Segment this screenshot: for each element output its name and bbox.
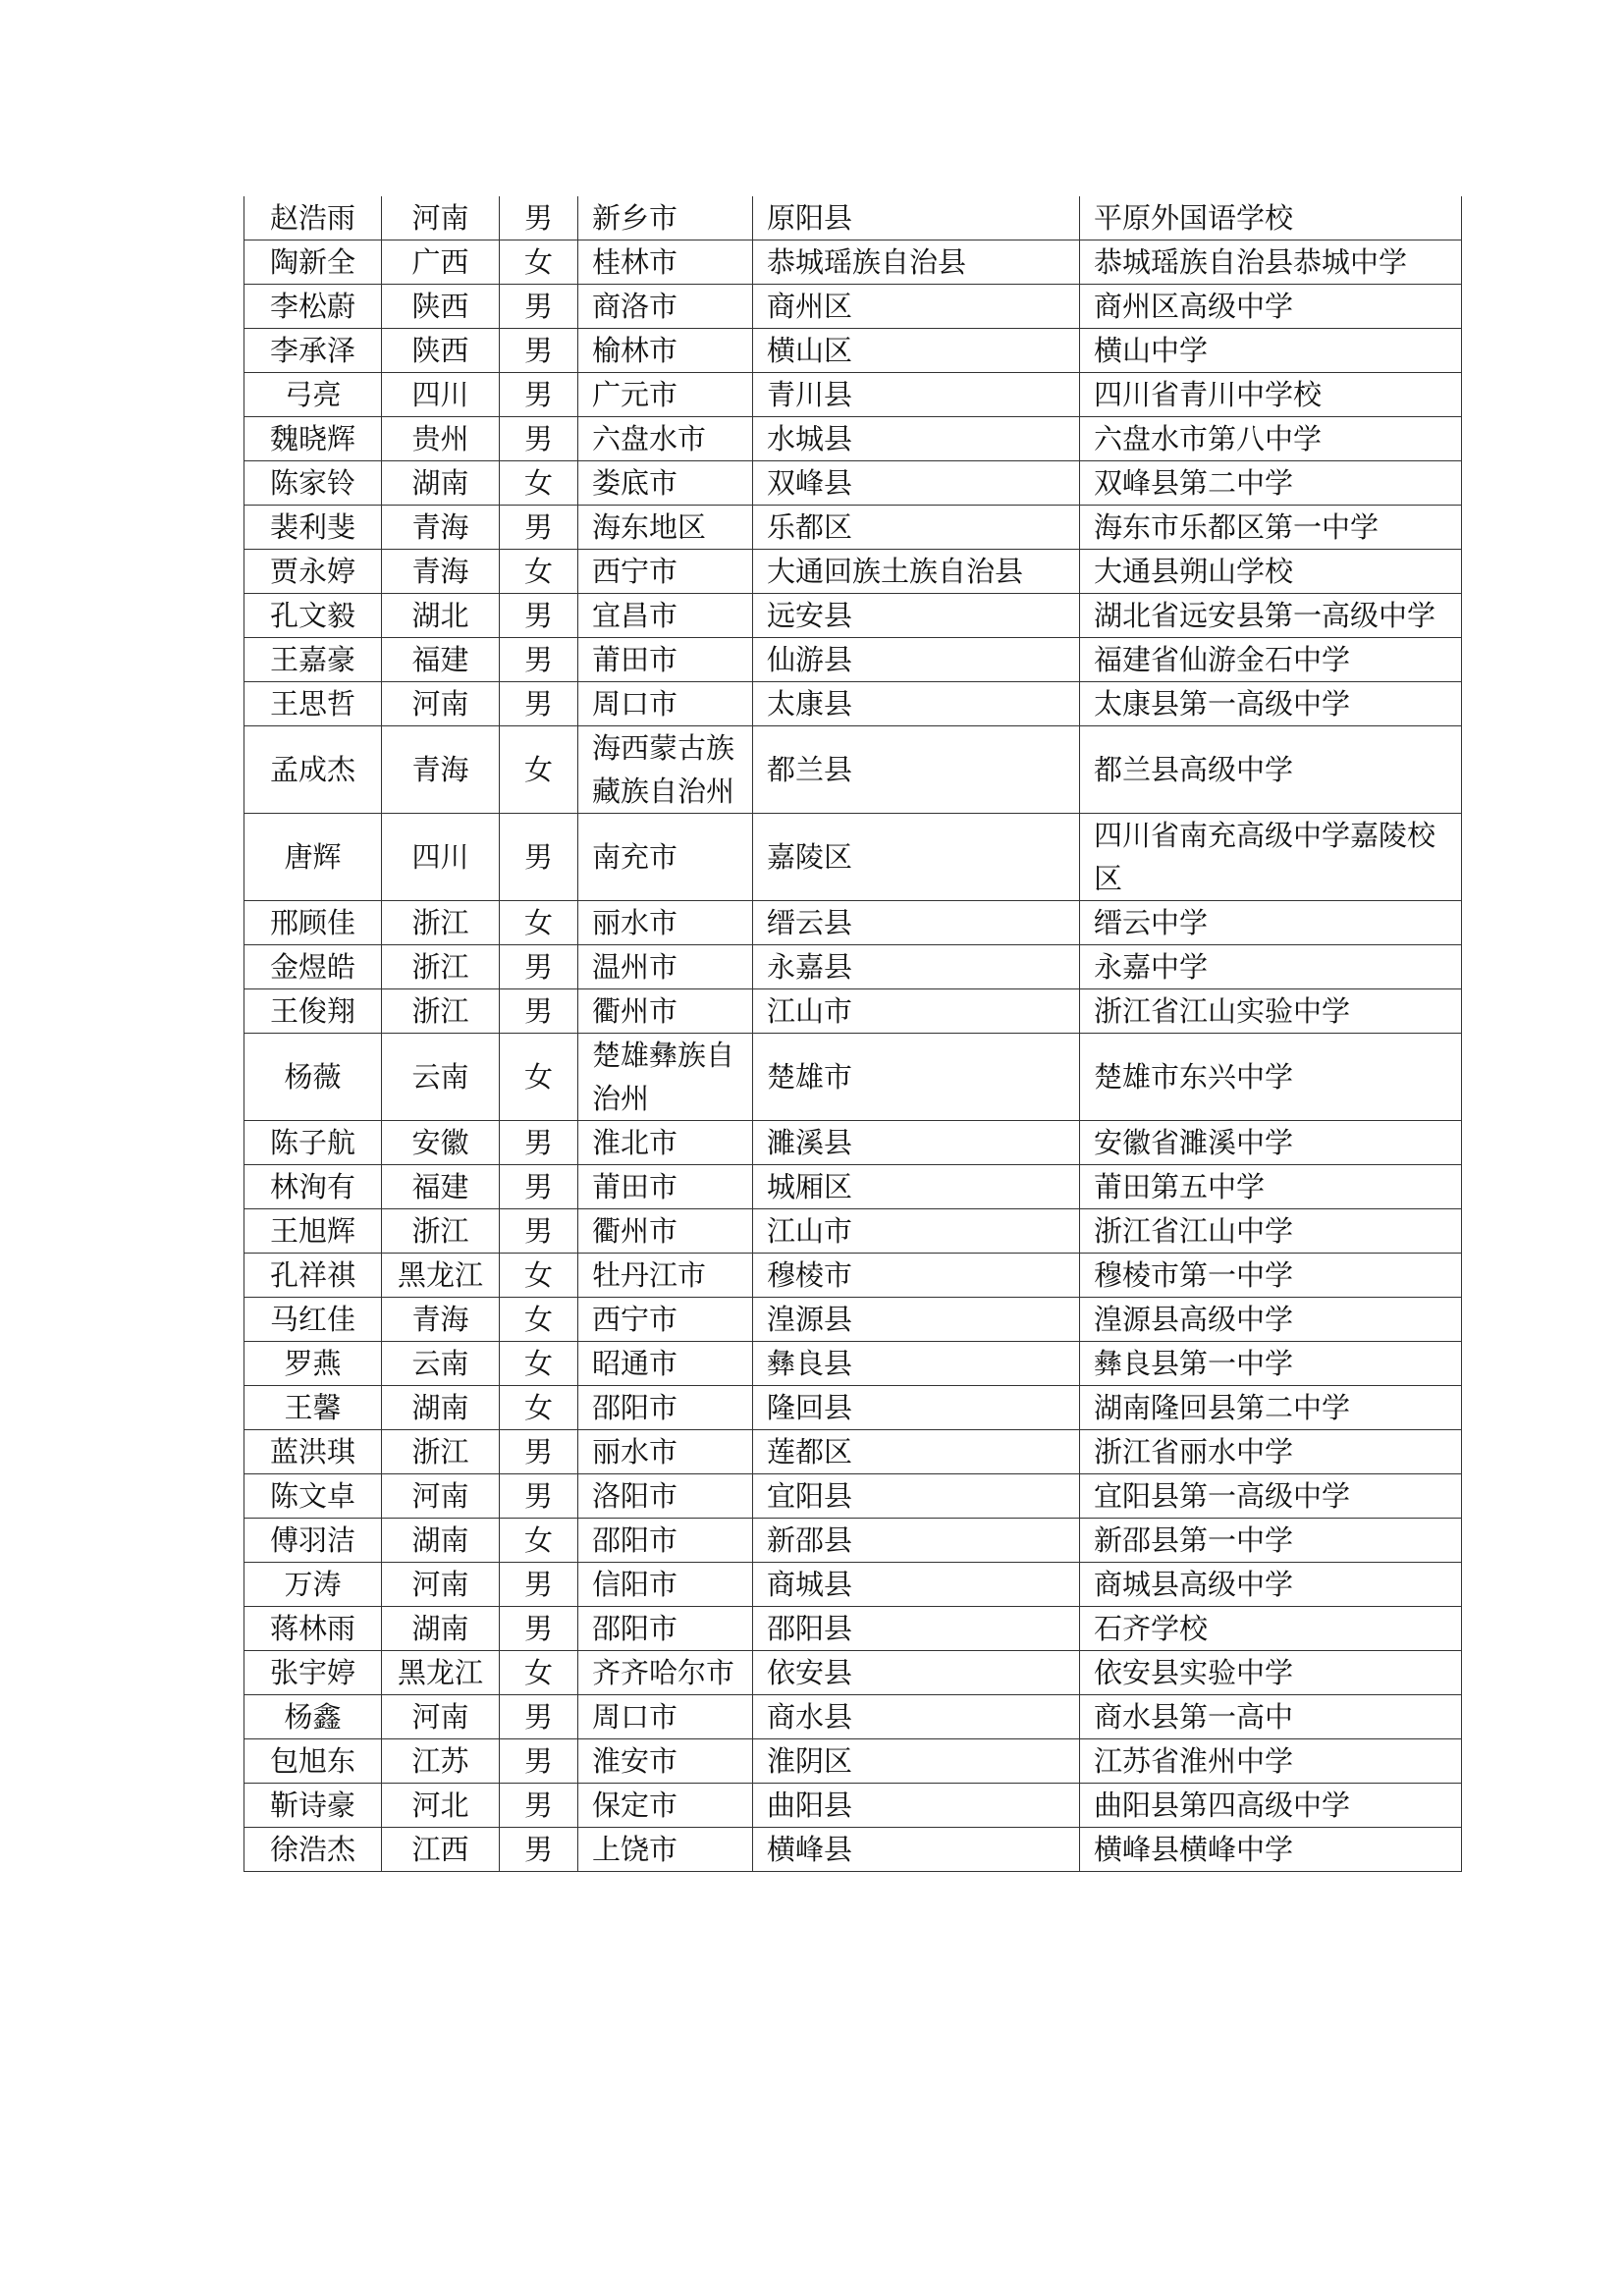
city-cell: 莆田市: [578, 1165, 753, 1209]
province-cell: 青海: [382, 726, 500, 814]
county-cell: 仙游县: [753, 638, 1080, 682]
table-row: [244, 594, 1462, 638]
gender-cell: 男: [500, 1121, 578, 1165]
school-cell: 福建省仙游金石中学: [1080, 638, 1462, 682]
gender-cell: 女: [500, 1386, 578, 1430]
gender-cell: 男: [500, 989, 578, 1034]
student-name-cell: 孔祥祺: [244, 1254, 382, 1298]
school-cell: 商州区高级中学: [1080, 285, 1462, 329]
county-cell: 商水县: [753, 1695, 1080, 1739]
table-row: [244, 638, 1462, 682]
gender-cell: 女: [500, 240, 578, 285]
school-cell: 双峰县第二中学: [1080, 461, 1462, 506]
county-cell: 水城县: [753, 417, 1080, 461]
city-cell: 桂林市: [578, 240, 753, 285]
school-cell: 商水县第一高中: [1080, 1695, 1462, 1739]
student-name-cell: 王馨: [244, 1386, 382, 1430]
county-cell: 湟源县: [753, 1298, 1080, 1342]
table-row: [244, 1034, 1462, 1121]
city-cell: 信阳市: [578, 1563, 753, 1607]
student-name-cell: 杨鑫: [244, 1695, 382, 1739]
student-name-cell: 陶新全: [244, 240, 382, 285]
county-cell: 邵阳县: [753, 1607, 1080, 1651]
county-cell: 乐都区: [753, 506, 1080, 550]
county-cell: 永嘉县: [753, 945, 1080, 989]
city-cell: 上饶市: [578, 1828, 753, 1872]
student-name-cell: 金煜皓: [244, 945, 382, 989]
student-name-cell: 孔文毅: [244, 594, 382, 638]
province-cell: 河北: [382, 1784, 500, 1828]
student-name-cell: 陈子航: [244, 1121, 382, 1165]
student-name-cell: 杨薇: [244, 1034, 382, 1121]
student-name-cell: 邢顾佳: [244, 901, 382, 945]
county-cell: 依安县: [753, 1651, 1080, 1695]
gender-cell: 女: [500, 1519, 578, 1563]
province-cell: 湖北: [382, 594, 500, 638]
student-name-cell: 陈文卓: [244, 1474, 382, 1519]
table-row: [244, 1519, 1462, 1563]
table-row: [244, 1209, 1462, 1254]
school-cell: 缙云中学: [1080, 901, 1462, 945]
gender-cell: 男: [500, 682, 578, 726]
county-cell: 大通回族土族自治县: [753, 550, 1080, 594]
province-cell: 青海: [382, 506, 500, 550]
province-cell: 四川: [382, 814, 500, 901]
county-cell: 曲阳县: [753, 1784, 1080, 1828]
table-row: [244, 550, 1462, 594]
student-name-cell: 李承泽: [244, 329, 382, 373]
county-cell: 宜阳县: [753, 1474, 1080, 1519]
province-cell: 河南: [382, 1695, 500, 1739]
school-cell: 新邵县第一中学: [1080, 1519, 1462, 1563]
school-cell: 湖北省远安县第一高级中学: [1080, 594, 1462, 638]
student-name-cell: 孟成杰: [244, 726, 382, 814]
county-cell: 缙云县: [753, 901, 1080, 945]
province-cell: 河南: [382, 682, 500, 726]
county-cell: 横峰县: [753, 1828, 1080, 1872]
city-cell: 西宁市: [578, 550, 753, 594]
roster-body: [244, 196, 1462, 1872]
city-cell: 莆田市: [578, 638, 753, 682]
city-cell: 齐齐哈尔市: [578, 1651, 753, 1695]
school-cell: 商城县高级中学: [1080, 1563, 1462, 1607]
table-row: [244, 196, 1462, 240]
city-cell: 新乡市: [578, 196, 753, 240]
table-row: [244, 682, 1462, 726]
student-name-cell: 王嘉豪: [244, 638, 382, 682]
student-name-cell: 李松蔚: [244, 285, 382, 329]
county-cell: 横山区: [753, 329, 1080, 373]
gender-cell: 男: [500, 1828, 578, 1872]
county-cell: 江山市: [753, 989, 1080, 1034]
table-row: [244, 1121, 1462, 1165]
student-name-cell: 陈家铃: [244, 461, 382, 506]
gender-cell: 男: [500, 814, 578, 901]
school-cell: 楚雄市东兴中学: [1080, 1034, 1462, 1121]
province-cell: 河南: [382, 1474, 500, 1519]
school-cell: 石齐学校: [1080, 1607, 1462, 1651]
student-name-cell: 蓝洪琪: [244, 1430, 382, 1474]
province-cell: 青海: [382, 550, 500, 594]
province-cell: 浙江: [382, 945, 500, 989]
school-cell: 依安县实验中学: [1080, 1651, 1462, 1695]
county-cell: 嘉陵区: [753, 814, 1080, 901]
province-cell: 云南: [382, 1034, 500, 1121]
student-name-cell: 赵浩雨: [244, 196, 382, 240]
student-name-cell: 包旭东: [244, 1739, 382, 1784]
student-name-cell: 张宇婷: [244, 1651, 382, 1695]
table-row: [244, 726, 1462, 814]
school-cell: 六盘水市第八中学: [1080, 417, 1462, 461]
school-cell: 穆棱市第一中学: [1080, 1254, 1462, 1298]
table-row: [244, 1474, 1462, 1519]
county-cell: 太康县: [753, 682, 1080, 726]
table-row: [244, 1828, 1462, 1872]
gender-cell: 男: [500, 1209, 578, 1254]
gender-cell: 男: [500, 196, 578, 240]
gender-cell: 男: [500, 285, 578, 329]
county-cell: 双峰县: [753, 461, 1080, 506]
city-cell: 洛阳市: [578, 1474, 753, 1519]
table-row: [244, 1386, 1462, 1430]
gender-cell: 男: [500, 329, 578, 373]
province-cell: 广西: [382, 240, 500, 285]
table-row: [244, 1739, 1462, 1784]
school-cell: 江苏省淮州中学: [1080, 1739, 1462, 1784]
city-cell: 温州市: [578, 945, 753, 989]
gender-cell: 女: [500, 1651, 578, 1695]
province-cell: 浙江: [382, 989, 500, 1034]
city-cell: 六盘水市: [578, 417, 753, 461]
province-cell: 湖南: [382, 1519, 500, 1563]
student-name-cell: 王旭辉: [244, 1209, 382, 1254]
county-cell: 隆回县: [753, 1386, 1080, 1430]
province-cell: 四川: [382, 373, 500, 417]
school-cell: 曲阳县第四高级中学: [1080, 1784, 1462, 1828]
table-row: [244, 373, 1462, 417]
city-cell: 商洛市: [578, 285, 753, 329]
student-name-cell: 林洵有: [244, 1165, 382, 1209]
school-cell: 四川省南充高级中学嘉陵校区: [1080, 814, 1462, 901]
province-cell: 河南: [382, 196, 500, 240]
province-cell: 黑龙江: [382, 1254, 500, 1298]
province-cell: 湖南: [382, 1386, 500, 1430]
student-name-cell: 徐浩杰: [244, 1828, 382, 1872]
city-cell: 昭通市: [578, 1342, 753, 1386]
province-cell: 云南: [382, 1342, 500, 1386]
table-row: [244, 1165, 1462, 1209]
gender-cell: 男: [500, 1165, 578, 1209]
province-cell: 浙江: [382, 1209, 500, 1254]
student-name-cell: 马红佳: [244, 1298, 382, 1342]
county-cell: 商州区: [753, 285, 1080, 329]
gender-cell: 男: [500, 1695, 578, 1739]
gender-cell: 男: [500, 594, 578, 638]
province-cell: 河南: [382, 1563, 500, 1607]
province-cell: 福建: [382, 1165, 500, 1209]
table-row: [244, 1651, 1462, 1695]
province-cell: 湖南: [382, 1607, 500, 1651]
county-cell: 城厢区: [753, 1165, 1080, 1209]
county-cell: 恭城瑶族自治县: [753, 240, 1080, 285]
county-cell: 江山市: [753, 1209, 1080, 1254]
table-row: [244, 1695, 1462, 1739]
county-cell: 商城县: [753, 1563, 1080, 1607]
school-cell: 太康县第一高级中学: [1080, 682, 1462, 726]
city-cell: 牡丹江市: [578, 1254, 753, 1298]
province-cell: 陕西: [382, 329, 500, 373]
province-cell: 安徽: [382, 1121, 500, 1165]
student-name-cell: 靳诗豪: [244, 1784, 382, 1828]
table-row: [244, 1342, 1462, 1386]
table-row: [244, 417, 1462, 461]
student-name-cell: 弓亮: [244, 373, 382, 417]
school-cell: 四川省青川中学校: [1080, 373, 1462, 417]
table-row: [244, 1298, 1462, 1342]
county-cell: 楚雄市: [753, 1034, 1080, 1121]
county-cell: 青川县: [753, 373, 1080, 417]
school-cell: 安徽省濉溪中学: [1080, 1121, 1462, 1165]
province-cell: 福建: [382, 638, 500, 682]
county-cell: 濉溪县: [753, 1121, 1080, 1165]
city-cell: 淮北市: [578, 1121, 753, 1165]
province-cell: 江西: [382, 1828, 500, 1872]
gender-cell: 女: [500, 726, 578, 814]
city-cell: 邵阳市: [578, 1519, 753, 1563]
gender-cell: 女: [500, 901, 578, 945]
school-cell: 宜阳县第一高级中学: [1080, 1474, 1462, 1519]
gender-cell: 男: [500, 638, 578, 682]
school-cell: 湖南隆回县第二中学: [1080, 1386, 1462, 1430]
county-cell: 穆棱市: [753, 1254, 1080, 1298]
student-name-cell: 万涛: [244, 1563, 382, 1607]
gender-cell: 女: [500, 1254, 578, 1298]
school-cell: 浙江省江山中学: [1080, 1209, 1462, 1254]
table-row: [244, 285, 1462, 329]
student-name-cell: 魏晓辉: [244, 417, 382, 461]
province-cell: 浙江: [382, 1430, 500, 1474]
city-cell: 丽水市: [578, 901, 753, 945]
county-cell: 莲都区: [753, 1430, 1080, 1474]
table-row: [244, 1607, 1462, 1651]
student-name-cell: 罗燕: [244, 1342, 382, 1386]
school-cell: 彝良县第一中学: [1080, 1342, 1462, 1386]
province-cell: 贵州: [382, 417, 500, 461]
school-cell: 浙江省江山实验中学: [1080, 989, 1462, 1034]
county-cell: 淮阴区: [753, 1739, 1080, 1784]
gender-cell: 男: [500, 1607, 578, 1651]
county-cell: 远安县: [753, 594, 1080, 638]
city-cell: 西宁市: [578, 1298, 753, 1342]
school-cell: 莆田第五中学: [1080, 1165, 1462, 1209]
city-cell: 海东地区: [578, 506, 753, 550]
province-cell: 陕西: [382, 285, 500, 329]
city-cell: 榆林市: [578, 329, 753, 373]
gender-cell: 女: [500, 1298, 578, 1342]
city-cell: 楚雄彝族自治州: [578, 1034, 753, 1121]
table-row: [244, 240, 1462, 285]
school-cell: 平原外国语学校: [1080, 196, 1462, 240]
city-cell: 宜昌市: [578, 594, 753, 638]
city-cell: 衢州市: [578, 1209, 753, 1254]
table-row: [244, 989, 1462, 1034]
city-cell: 南充市: [578, 814, 753, 901]
county-cell: 都兰县: [753, 726, 1080, 814]
student-roster-table: [244, 196, 1462, 1872]
gender-cell: 女: [500, 550, 578, 594]
gender-cell: 男: [500, 417, 578, 461]
city-cell: 娄底市: [578, 461, 753, 506]
city-cell: 海西蒙古族藏族自治州: [578, 726, 753, 814]
student-name-cell: 蒋林雨: [244, 1607, 382, 1651]
school-cell: 都兰县高级中学: [1080, 726, 1462, 814]
county-cell: 新邵县: [753, 1519, 1080, 1563]
table-row: [244, 814, 1462, 901]
student-name-cell: 唐辉: [244, 814, 382, 901]
school-cell: 永嘉中学: [1080, 945, 1462, 989]
gender-cell: 男: [500, 945, 578, 989]
city-cell: 周口市: [578, 1695, 753, 1739]
school-cell: 海东市乐都区第一中学: [1080, 506, 1462, 550]
gender-cell: 男: [500, 373, 578, 417]
school-cell: 湟源县高级中学: [1080, 1298, 1462, 1342]
table-row: [244, 1563, 1462, 1607]
city-cell: 丽水市: [578, 1430, 753, 1474]
table-row: [244, 329, 1462, 373]
student-name-cell: 王俊翔: [244, 989, 382, 1034]
student-name-cell: 裴利斐: [244, 506, 382, 550]
city-cell: 衢州市: [578, 989, 753, 1034]
city-cell: 周口市: [578, 682, 753, 726]
gender-cell: 女: [500, 461, 578, 506]
table-row: [244, 1430, 1462, 1474]
student-name-cell: 傅羽洁: [244, 1519, 382, 1563]
province-cell: 湖南: [382, 461, 500, 506]
city-cell: 广元市: [578, 373, 753, 417]
province-cell: 江苏: [382, 1739, 500, 1784]
county-cell: 彝良县: [753, 1342, 1080, 1386]
city-cell: 邵阳市: [578, 1386, 753, 1430]
gender-cell: 男: [500, 1474, 578, 1519]
school-cell: 大通县朔山学校: [1080, 550, 1462, 594]
school-cell: 横山中学: [1080, 329, 1462, 373]
table-row: [244, 945, 1462, 989]
gender-cell: 男: [500, 1563, 578, 1607]
gender-cell: 男: [500, 1739, 578, 1784]
city-cell: 淮安市: [578, 1739, 753, 1784]
gender-cell: 男: [500, 506, 578, 550]
city-cell: 保定市: [578, 1784, 753, 1828]
gender-cell: 女: [500, 1342, 578, 1386]
table-row: [244, 461, 1462, 506]
gender-cell: 男: [500, 1784, 578, 1828]
table-row: [244, 1784, 1462, 1828]
table-row: [244, 1254, 1462, 1298]
province-cell: 浙江: [382, 901, 500, 945]
student-name-cell: 贾永婷: [244, 550, 382, 594]
province-cell: 黑龙江: [382, 1651, 500, 1695]
table-row: [244, 901, 1462, 945]
county-cell: 原阳县: [753, 196, 1080, 240]
gender-cell: 女: [500, 1034, 578, 1121]
province-cell: 青海: [382, 1298, 500, 1342]
school-cell: 恭城瑶族自治县恭城中学: [1080, 240, 1462, 285]
school-cell: 浙江省丽水中学: [1080, 1430, 1462, 1474]
school-cell: 横峰县横峰中学: [1080, 1828, 1462, 1872]
city-cell: 邵阳市: [578, 1607, 753, 1651]
table-row: [244, 506, 1462, 550]
gender-cell: 男: [500, 1430, 578, 1474]
student-name-cell: 王思哲: [244, 682, 382, 726]
